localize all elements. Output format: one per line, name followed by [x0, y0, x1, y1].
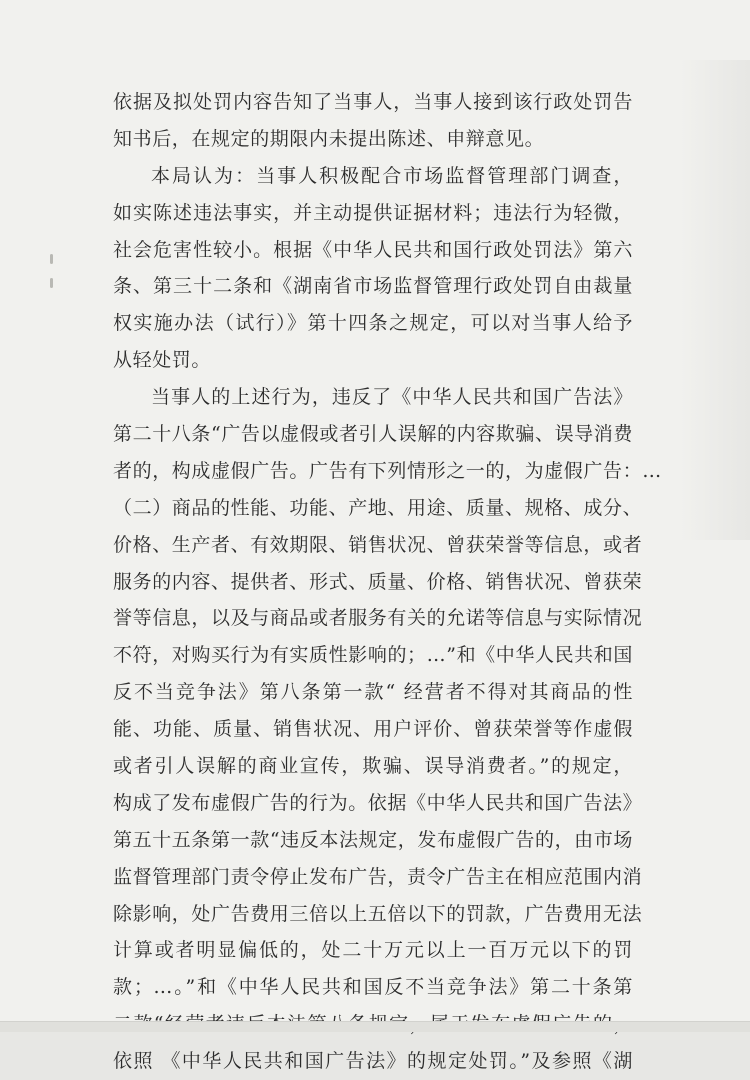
text-line: 社会危害性较小。根据《中华人民共和国行政处罚法》第六 — [113, 238, 633, 261]
text-line: 从轻处罚。 — [113, 349, 212, 372]
text-line: 誉等信息，以及与商品或者服务有关的允诺等信息与实际情况 — [113, 607, 643, 630]
text-line: 款；…。”和《中华人民共和国反不当竞争法》第二十条第 — [113, 976, 633, 999]
text-line: 能、功能、质量、销售状况、用户评价、曾获荣誉等作虚假 — [113, 718, 633, 741]
text-line: （二）商品的性能、功能、产地、用途、质量、规格、成分、 — [113, 496, 643, 519]
text-line: 权实施办法（试行）》第十四条之规定，可以对当事人给予 — [113, 312, 633, 335]
text-line: 计算或者明显偏低的，处二十万元以上一百万元以下的罚 — [113, 939, 633, 962]
text-line: 或者引人误解的商业宣传，欺骗、误导消费者。”的规定， — [113, 755, 633, 778]
text-line: 价格、生产者、有效期限、销售状况、曾获荣誉等信息，或者 — [113, 533, 643, 556]
text-line: 监督管理部门责令停止发布广告，责令广告主在相应范围内消 — [113, 865, 643, 888]
text-line: 第五十五条第一款“违反本法规定，发布虚假广告的，由市场 — [113, 828, 633, 851]
paragraph-start-line: 本局认为：当事人积极配合市场监督管理部门调查， — [151, 164, 633, 187]
text-line: 者的，构成虚假广告。广告有下列情形之一的，为虚假广告：… — [113, 459, 662, 482]
text-line: 服务的内容、提供者、形式、质量、价格、销售状况、曾获荣 — [113, 570, 643, 593]
text-line: 构成了发布虚假广告的行为。依据《中华人民共和国广告法》 — [113, 791, 643, 814]
text-line: 第二十八条“广告以虚假或者引人误解的内容欺骗、误导消费 — [113, 423, 633, 446]
page-bottom-edge — [0, 1021, 750, 1032]
paragraph-start-line: 当事人的上述行为，违反了《中华人民共和国广告法》 — [151, 386, 633, 409]
punch-hole-mark — [50, 278, 53, 288]
text-line: 不符，对购买行为有实质性影响的；…”和《中华人民共和国 — [113, 644, 633, 667]
document-body — [113, 84, 662, 1080]
text-line: 依照 《中华人民共和国广告法》的规定处罚。”及参照《湖 — [113, 1050, 633, 1073]
text-line: 反不当竞争法》第八条第一款“ 经营者不得对其商品的性 — [113, 681, 633, 704]
text-line: 如实陈述违法事实，并主动提供证据材料；违法行为轻微， — [113, 201, 633, 224]
text-line: 依据及拟处罚内容告知了当事人，当事人接到该行政处罚告 — [113, 91, 633, 113]
show-through-shadow — [680, 60, 750, 540]
punch-hole-mark — [50, 254, 53, 264]
text-line: 除影响，处广告费用三倍以上五倍以下的罚款，广告费用无法 — [113, 902, 643, 925]
text-line: 条、第三十二条和《湖南省市场监督管理行政处罚自由裁量 — [113, 275, 633, 298]
text-line: 知书后，在规定的期限内未提出陈述、申辩意见。 — [113, 127, 545, 150]
